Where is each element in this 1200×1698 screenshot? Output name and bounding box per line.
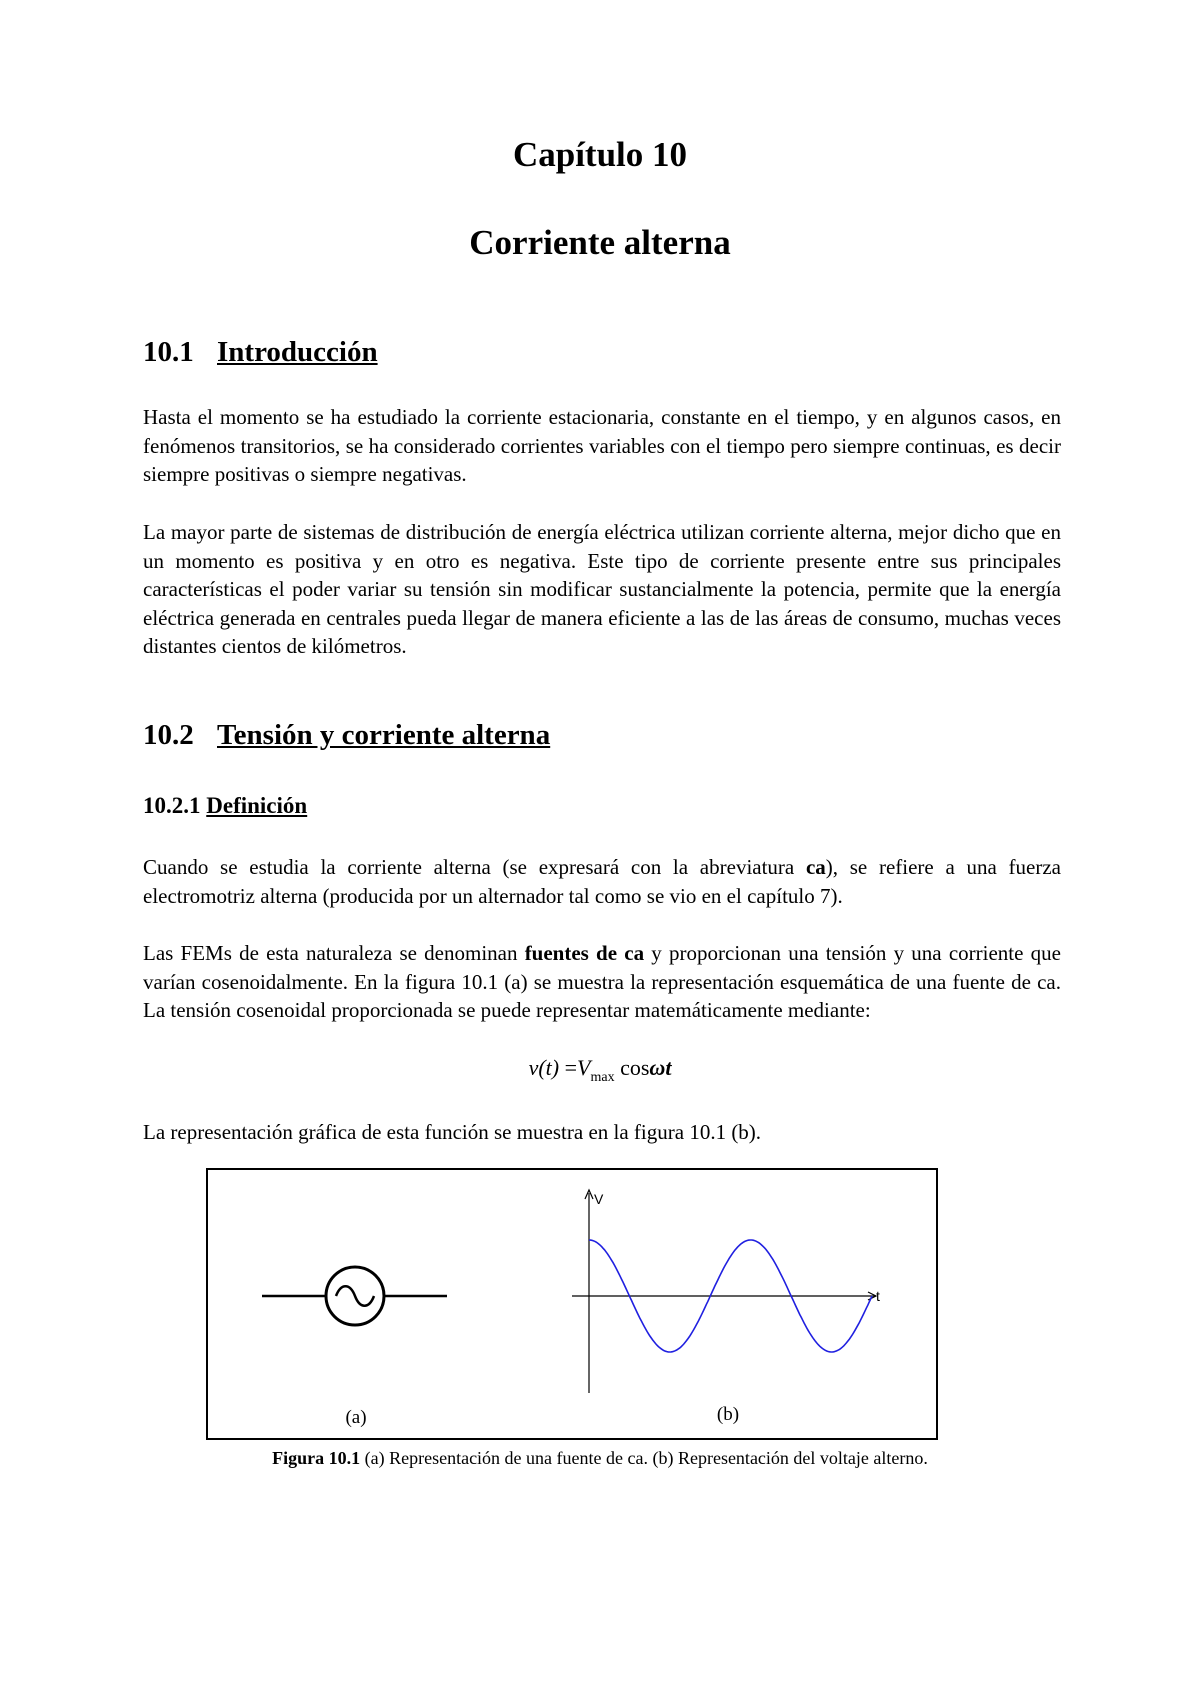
formula-lhs: v(t): [528, 1055, 560, 1080]
section-number: 10.2: [143, 719, 194, 751]
section-title: Introducción: [217, 336, 378, 368]
formula-vmax: V: [577, 1055, 591, 1080]
subsection-title: Definición: [206, 793, 308, 818]
voltage-plot: [572, 1190, 880, 1393]
y-axis-label: V: [594, 1191, 604, 1207]
section-number: 10.1: [143, 336, 194, 368]
chapter-number: Capítulo 10: [512, 135, 688, 174]
term-fuentes-de-ca: fuentes de ca: [524, 941, 645, 965]
text-run: Cuando se estudia la corriente alterna (se expresará con la abreviatura: [143, 855, 806, 879]
subsection-number: 10.2.1: [143, 793, 201, 818]
figure-caption: [0, 1446, 1200, 1470]
section-title: Tensión y corriente alterna: [217, 719, 551, 751]
ac-source-symbol: [262, 1267, 447, 1325]
sine-glyph: [336, 1286, 374, 1306]
paragraph-distribution: La mayor parte de sistemas de distribución de energía eléctrica utilizan corriente alterna, mejor dicho que en un momento es positiva y en otro es negativa. Este tipo de corriente presente entre sus principales características el poder variar su tensión sin modificar sustancialmente la potencia, permite que la energía eléctrica generada en centrales pueda llegar de manera eficiente a las de las áreas de consumo, muchas veces distantes cientos de kilómetros.: [143, 520, 1061, 658]
chapter-title: Corriente alterna: [469, 223, 731, 262]
formula-subscript: max: [590, 1070, 615, 1085]
formula-cos: cos: [620, 1055, 650, 1080]
abbreviation-ca: ca: [805, 855, 826, 879]
paragraph-intro: Hasta el momento se ha estudiado la corriente estacionaria, constante en el tiempo, y en algunos casos, en fenómenos transitorios, se ha considerado corrientes variables con el tiempo pero siempre continuas, es decir siempre positivas o siempre negativas.: [143, 405, 1061, 486]
caption-text: (a) Representación de una fuente de ca. (b) Representación del voltaje alterno.: [360, 1448, 928, 1468]
caption-figure-number: Figura 10.1: [272, 1448, 361, 1468]
figure-label-b: (b): [716, 1404, 740, 1425]
text-run: ), se refiere a una fuerza electromotriz alterna (producida por un alternador tal como se vio en el capítulo 7).: [143, 855, 1061, 908]
text-run: Las FEMs de esta naturaleza se denominan: [143, 941, 525, 965]
formula-equals: =: [564, 1055, 578, 1080]
figure-label-a: (a): [345, 1407, 367, 1428]
text-run: y proporcionan una tensión y una corriente que varían cosenoidalmente. En la figura 10.1 (a) se muestra la representación esquemática de una fuente de ca. La tensión cosenoidal proporcionada se puede representar matemáticamente mediante:: [143, 941, 1061, 1022]
formula-omega-t: ωt: [649, 1055, 672, 1080]
paragraph-graph-ref: La representación gráfica de esta función se muestra en la figura 10.1 (b).: [143, 1120, 762, 1144]
x-axis-label: t: [876, 1288, 880, 1304]
